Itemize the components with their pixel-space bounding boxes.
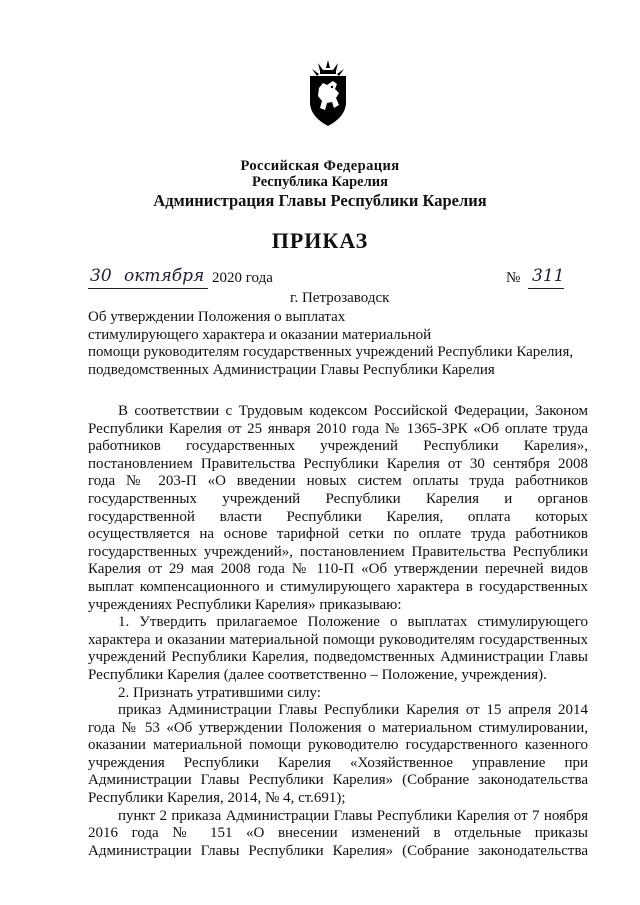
body-line: 2. Признать утратившими силу: — [118, 684, 321, 701]
body-line: 2016 года № 151 «О внесении изменений в отдельные приказы — [88, 825, 588, 842]
body-line: Республики Карелия (далее соответственно – Положение, учреждения). — [88, 666, 547, 683]
body-line: Карелия от 29 мая 2008 года № 110-П «Об утверждении перечней видов — [88, 561, 588, 578]
body-line: Республики Карелия, 2014, № 4, ст.691); — [88, 790, 346, 807]
date-number-row — [88, 266, 568, 292]
date-month: октября — [124, 266, 205, 286]
body-line: государственных учреждений Республики Карелия и органов — [88, 490, 588, 507]
body-line: учреждения Республики Карелия «Хозяйственное управление при — [88, 754, 588, 771]
body-line: 1. Утвердить прилагаемое Положение о выплатах стимулирующего — [118, 614, 588, 631]
page-title: ПРИКАЗ — [271, 228, 369, 253]
body-line: приказ Администрации Главы Республики Карелия от 15 апреля 2014 — [118, 702, 588, 719]
header-administration: Администрация Главы Республики Карелия — [153, 191, 487, 210]
subject-line: подведомственных Администрации Главы Республики Карелия — [88, 361, 495, 378]
body-line: государственной власти Республики Карелия, оплата которых — [88, 508, 588, 525]
date-underline — [88, 288, 208, 289]
body-line: осуществляется на основе тарифной сетки по оплате труда работников — [88, 526, 588, 543]
body-line: учреждениях Республики Карелия» приказываю: — [88, 596, 402, 613]
body-line: года № 203-П «О введении новых систем оплаты труда работников — [88, 473, 588, 490]
city: г. Петрозаводск — [290, 290, 390, 306]
body-line: года № 53 «Об утверждении Положения о материальном стимулировании, — [88, 719, 588, 736]
body-line: Администрации Главы Республики Карелия» (Собрание законодательства — [88, 842, 588, 859]
body-line: пункт 2 приказа Администрации Главы Республики Карелия от 7 ноября — [118, 807, 588, 824]
number-underline — [528, 288, 564, 289]
date-day: 30 — [90, 266, 112, 286]
body-line: Администрации Главы Республики Карелия» (Собрание законодательства — [88, 772, 588, 789]
subject-line: Об утверждении Положения о выплатах — [88, 309, 346, 325]
header-republic: Республика Карелия — [252, 174, 388, 190]
karelia-coat-of-arms-icon — [307, 58, 349, 128]
body-line: работников государственных учреждений Республики Карелия», — [88, 438, 588, 455]
body-line: учреждений Республики Карелия, подведомственных Администрации Главы — [88, 649, 588, 666]
body-line: выплат компенсационного и стимулирующего характера в государственных — [88, 578, 588, 595]
order-number: 311 — [532, 266, 565, 286]
date-year: 2020 года — [212, 270, 273, 286]
body-line: постановлением Правительства Республики Карелия от 30 сентября 2008 — [88, 455, 588, 472]
order-body — [88, 403, 588, 860]
body-line: государственных учреждений», постановлением Правительства Республики — [88, 543, 588, 560]
header-country: Российская Федерация — [240, 158, 400, 174]
body-line: В соответствии с Трудовым кодексом Российской Федерации, Законом — [118, 403, 588, 419]
body-line: характера и оказании материальной помощи руководителям государственных — [88, 631, 588, 648]
subject-line: помощи руководителям государственных учреждений Республики Карелия, — [88, 344, 574, 361]
body-line: Республики Карелия от 25 января 2010 года № 1365-ЗРК «Об оплате труда — [88, 420, 588, 437]
body-line: оказании материальной помощи руководителю государственного казенного — [88, 737, 588, 754]
number-sign: № — [506, 270, 521, 286]
order-subject — [88, 309, 588, 379]
subject-line: стимулирующего характера и оказании материальной — [88, 326, 432, 343]
